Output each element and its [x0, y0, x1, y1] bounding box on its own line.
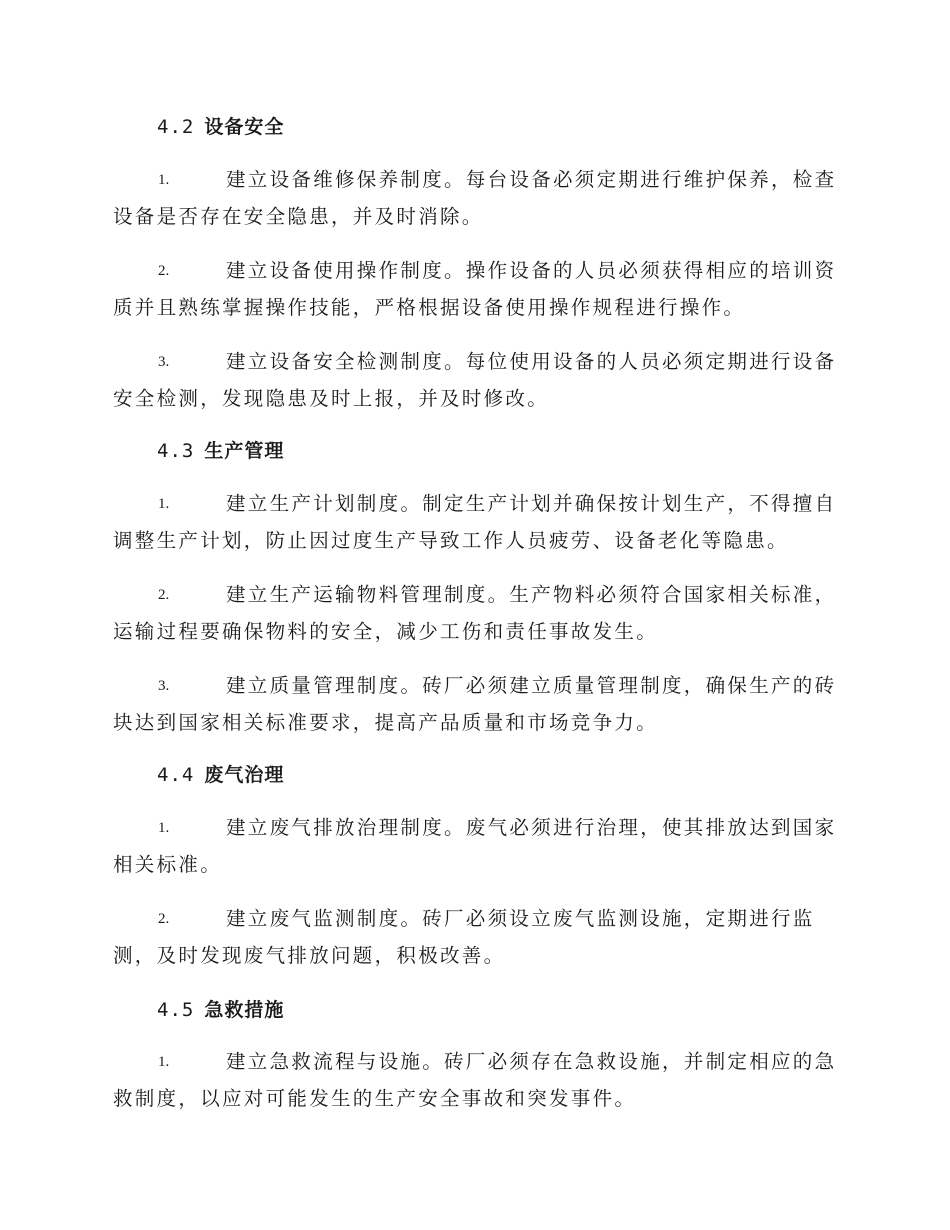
- item-text-line-2: 救制度，以应对可能发生的生产安全事故和突发事件。: [113, 1087, 637, 1110]
- item-text-line-2: 安全检测，发现隐患及时上报，并及时修改。: [113, 387, 550, 410]
- section-heading-4-3: [157, 439, 284, 463]
- item-number: 3.: [158, 354, 170, 370]
- section-heading-4-5: [157, 998, 284, 1022]
- item-text-line-2: 相关标准。: [113, 853, 223, 876]
- item-text-line-2: 测，及时发现废气排放问题，积极改善。: [113, 944, 506, 967]
- item-number: 3.: [158, 678, 170, 694]
- item-text-line-2: 质并且熟练掌握操作技能，严格根据设备使用操作规程进行操作。: [113, 296, 746, 319]
- item-number: 2.: [158, 911, 170, 927]
- section-number: 4.3: [157, 440, 195, 462]
- section-heading-4-4: [157, 763, 284, 787]
- item-text-line-2: 块达到国家相关标准要求，提高产品质量和市场竞争力。: [113, 711, 659, 734]
- section-number: 4.5: [157, 999, 195, 1021]
- section-number: 4.2: [157, 116, 195, 138]
- item-text-line-2: 运输过程要确保物料的安全，减少工伤和责任事故发生。: [113, 620, 659, 643]
- item-text-line-1: 建立设备维修保养制度。每台设备必须定期进行维护保养，检查: [226, 168, 837, 191]
- item-text-line-1: 建立设备安全检测制度。每位使用设备的人员必须定期进行设备: [226, 350, 837, 373]
- item-text-line-1: 建立设备使用操作制度。操作设备的人员必须获得相应的培训资: [226, 259, 837, 282]
- section-heading-4-2: [157, 115, 284, 139]
- item-text-line-1: 建立生产计划制度。制定生产计划并确保按计划生产，不得擅自: [226, 492, 837, 515]
- item-text-line-1: 建立生产运输物料管理制度。生产物料必须符合国家相关标准，: [226, 583, 837, 606]
- item-number: 2.: [158, 263, 170, 279]
- item-text-line-1: 建立质量管理制度。砖厂必须建立质量管理制度，确保生产的砖: [226, 674, 837, 697]
- item-text-line-2: 调整生产计划，防止因过度生产导致工作人员疲劳、设备老化等隐患。: [113, 529, 789, 552]
- section-title: 急救措施: [204, 999, 285, 1021]
- item-text-line-1: 建立废气排放治理制度。废气必须进行治理，使其排放达到国家: [226, 816, 837, 839]
- item-number: 1.: [158, 820, 170, 836]
- section-title: 设备安全: [204, 116, 285, 138]
- item-number: 1.: [158, 172, 170, 188]
- item-number: 2.: [158, 587, 170, 603]
- section-title: 生产管理: [204, 440, 285, 462]
- item-number: 1.: [158, 1054, 170, 1070]
- item-number: 1.: [158, 496, 170, 512]
- item-text-line-2: 设备是否存在安全隐患，并及时消除。: [113, 205, 484, 228]
- section-title: 废气治理: [204, 764, 285, 786]
- item-text-line-1: 建立废气监测制度。砖厂必须设立废气监测设施，定期进行监: [226, 907, 815, 930]
- section-number: 4.4: [157, 764, 195, 786]
- item-text-line-1: 建立急救流程与设施。砖厂必须存在急救设施，并制定相应的急: [226, 1050, 837, 1073]
